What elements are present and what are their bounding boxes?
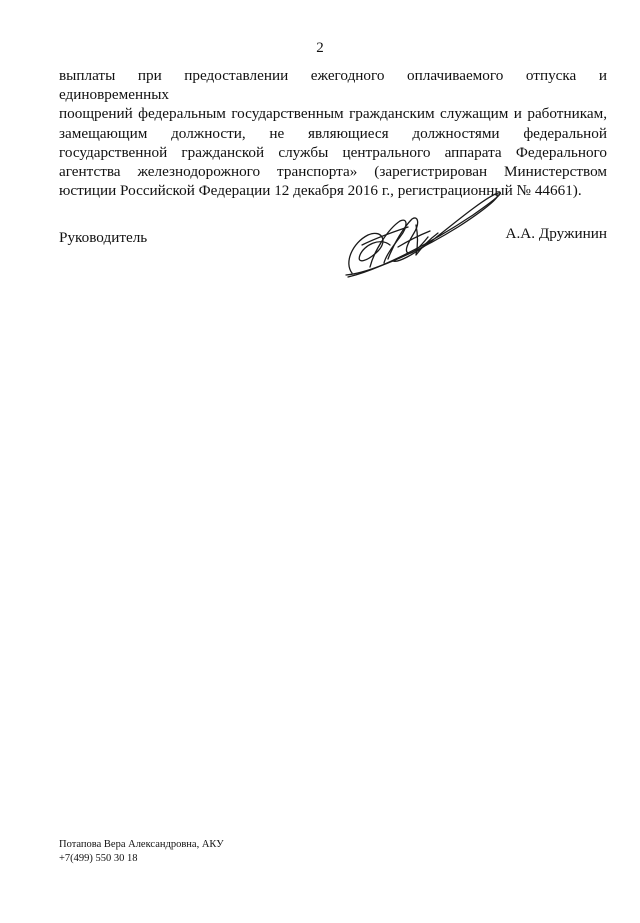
- body-paragraph: [59, 66, 607, 200]
- body-line: поощрений федеральным государственным гражданским служащим и работникам,: [59, 105, 607, 123]
- body-line: государственной гражданской службы центрального аппарата Федерального: [59, 143, 607, 161]
- signatory-name: А.А. Дружинин: [505, 225, 607, 242]
- body-line: замещающим должности, не являющиеся должностями федеральной: [59, 124, 607, 142]
- page-number: 2: [316, 40, 324, 56]
- body-line: юстиции Российской Федерации 12 декабря 2016 г., регистрационный № 44661).: [59, 182, 582, 200]
- handwritten-signature-icon: [338, 185, 510, 285]
- executor-phone: +7(499) 550 30 18: [59, 853, 138, 864]
- executor-info: [59, 838, 224, 866]
- executor-name: Потапова Вера Александровна, АКУ: [59, 839, 224, 850]
- signatory-role: Руководитель: [59, 229, 148, 246]
- body-line: выплаты при предоставлении ежегодного оплачиваемого отпуска и единовременных: [59, 67, 607, 104]
- body-line: агентства железнодорожного транспорта» (зарегистрирован Министерством: [59, 163, 607, 181]
